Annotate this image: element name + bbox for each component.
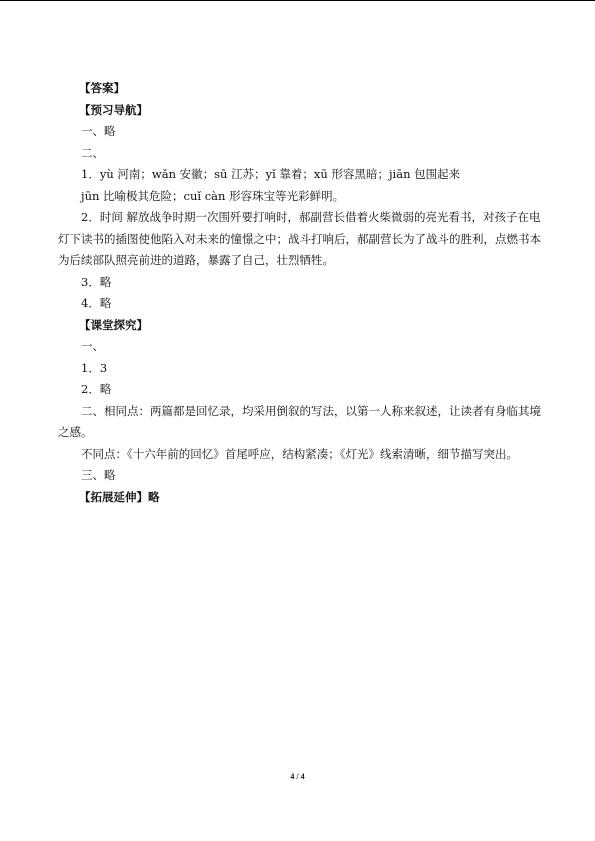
extend-text: 略 <box>148 489 160 504</box>
extend-heading: 【拓展延伸】 <box>79 489 148 504</box>
preview-item-1: 一、略 <box>81 124 116 138</box>
preview-item-2: 二、 <box>81 145 104 160</box>
similarity-paragraph: 二、相同点：两篇都是回忆录，均采用倒叙的写法，以第一人称来叙述，让读者有身临其境之感。 <box>58 403 541 439</box>
document-body <box>58 78 542 508</box>
answer-heading: 【答案】 <box>79 81 125 95</box>
preview-item-4: 4．略 <box>81 296 112 310</box>
story-summary-paragraph: 2．时间 解放战争时期一次围歼要打响时，郝副营长借着火柴微弱的亮光看书，对孩子在电灯下读书的插图使他陷入对未来的憧憬之中；战斗打响后，郝副营长为了战斗的胜利，点燃书本为后续部队照亮前进的道路，暴露了自己，壮烈牺牲。 <box>58 210 541 267</box>
pinyin-line-1: 1．yù 河南；wǎn 安徽；sū 江苏；yǐ 靠着；xū 形容黑暗；jiān 包围起来 <box>81 167 461 181</box>
class-item-1-2: 2．略 <box>81 382 112 396</box>
class-item-3: 三、略 <box>81 468 116 482</box>
page-number: 4 / 4 <box>290 772 305 781</box>
extend-line <box>58 487 542 509</box>
preview-heading: 【预习导航】 <box>79 102 148 117</box>
preview-item-3: 3．略 <box>81 274 112 289</box>
class-item-1-1: 1．3 <box>81 360 108 375</box>
class-heading: 【课堂探究】 <box>79 317 148 332</box>
difference-paragraph: 不同点：《十六年前的回忆》首尾呼应，结构紧凑；《灯光》线索清晰，细节描写突出。 <box>81 446 518 461</box>
class-item-1: 一、 <box>81 339 104 353</box>
pinyin-line-2: jūn 比喻极其危险；cuǐ càn 形容珠宝等光彩鲜明。 <box>81 188 345 203</box>
header-rule <box>0 0 595 1</box>
